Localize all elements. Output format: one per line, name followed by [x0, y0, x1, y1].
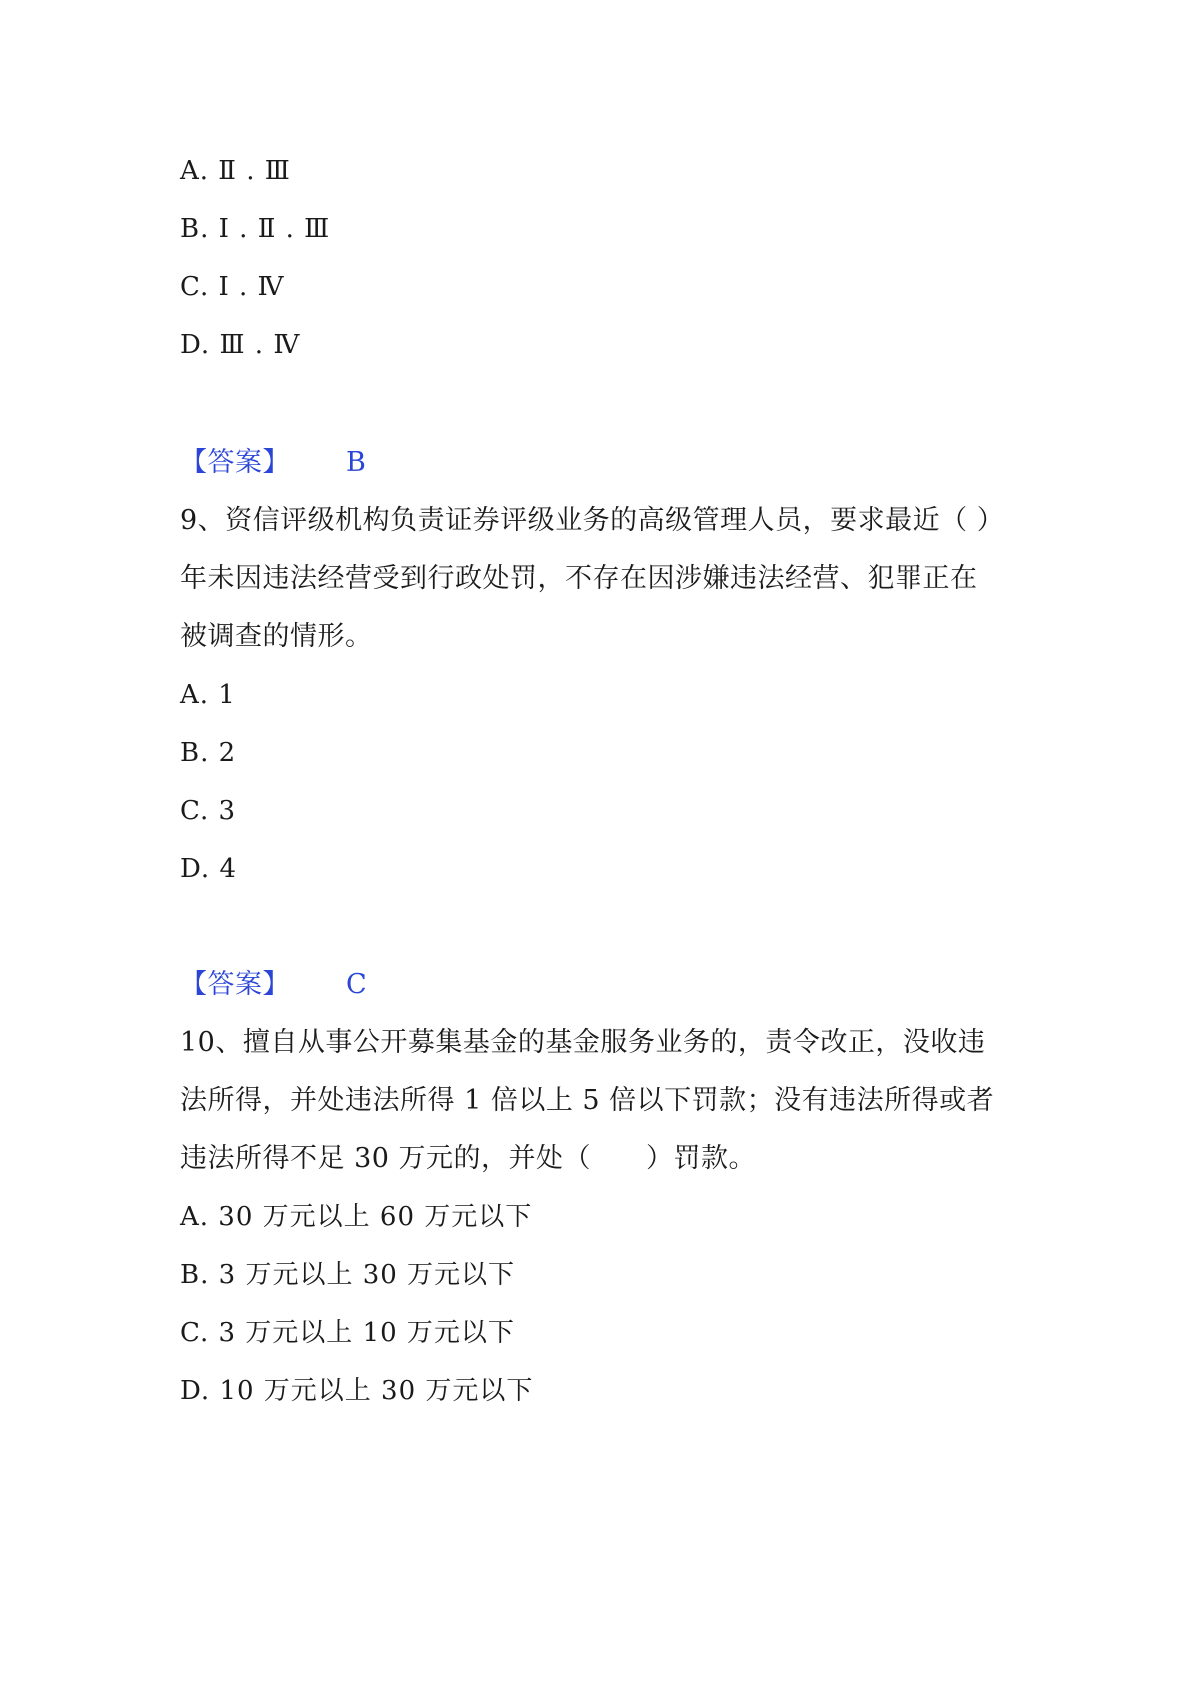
q9-answer [180, 968, 367, 1002]
prev-option-c: C. Ⅰ . Ⅳ [180, 272, 285, 302]
q10-text-line-1: 10、擅自从事公开募集基金的基金服务业务的，责令改正，没收违 [180, 1027, 986, 1058]
answer-label: 【答案】 [180, 447, 290, 478]
answer-value: B [346, 447, 367, 478]
q9-option-a: A. 1 [180, 680, 236, 710]
q10-option-c: C. 3 万元以上 10 万元以下 [180, 1318, 515, 1348]
q9-text-line-1: 9、资信评级机构负责证券评级业务的高级管理人员，要求最近（ ） [180, 505, 1005, 536]
prev-option-b: B. Ⅰ . Ⅱ . Ⅲ [180, 214, 331, 244]
prev-option-a: A. Ⅱ . Ⅲ [180, 156, 291, 186]
q9-option-c: C. 3 [180, 796, 237, 826]
q10-text-line-2: 法所得，并处违法所得 1 倍以上 5 倍以下罚款；没有违法所得或者 [180, 1085, 995, 1116]
q9-option-d: D. 4 [180, 854, 237, 884]
prev-answer [180, 446, 366, 480]
q10-option-d: D. 10 万元以上 30 万元以下 [180, 1376, 534, 1406]
q9-option-b: B. 2 [180, 738, 237, 768]
prev-option-d: D. Ⅲ . Ⅳ [180, 330, 301, 360]
answer-value: C [346, 969, 368, 1000]
q9-text-line-3: 被调查的情形。 [180, 621, 373, 652]
answer-label: 【答案】 [180, 969, 290, 1000]
q10-option-b: B. 3 万元以上 30 万元以下 [180, 1260, 516, 1290]
q10-text-line-3: 违法所得不足 30 万元的，并处（ ）罚款。 [180, 1143, 757, 1174]
q10-option-a: A. 30 万元以上 60 万元以下 [180, 1202, 533, 1232]
q9-text-line-2: 年未因违法经营受到行政处罚，不存在因涉嫌违法经营、犯罪正在 [180, 563, 978, 594]
